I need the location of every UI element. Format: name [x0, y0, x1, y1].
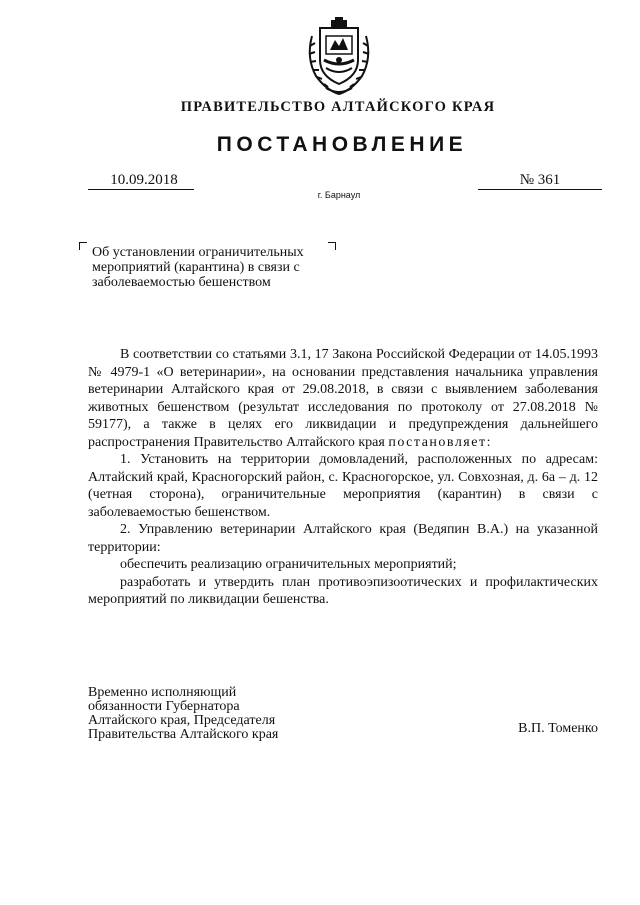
signatory-position — [88, 686, 278, 742]
signatory-line: обязанности Губернатора — [88, 699, 240, 714]
body-paragraph-subitem: обеспечить реализацию ограничительных мероприятий; — [120, 557, 457, 572]
document-date: 10.09.2018 — [88, 171, 194, 190]
subject-line: мероприятий (карантина) в связи с — [92, 260, 300, 275]
document-subject — [92, 245, 352, 290]
subject-line: Об установлении ограничительных — [92, 245, 304, 260]
signatory-name: В.П. Томенко — [518, 721, 598, 736]
body-paragraph-item-2: 2. Управлению ветеринарии Алтайского края (Ведяпин В.А.) на указанной территории: — [88, 522, 598, 555]
signatory-line: Правительства Алтайского края — [88, 727, 279, 742]
document-type-title: ПОСТАНОВЛЕНИЕ — [216, 133, 468, 156]
body-paragraph-preamble — [88, 346, 598, 451]
body-paragraph-subitem: разработать и утвердить план противоэпизоотических и профилактических мероприятий по ликвидации бешенства. — [88, 574, 598, 607]
resolves-keyword: постановляет: — [388, 434, 492, 450]
signatory-line: Алтайского края, Председателя — [88, 713, 276, 728]
subject-line: заболеваемостью бешенством — [92, 275, 271, 290]
body-paragraph-item-1: 1. Установить на территории домовладений, расположенных по адресам: Алтайский край, Красногорский район, с. Красногорское, ул. Совхозная, д. 6а – д. 12 (четная сторона), ограничительные мероприятия (карантин) в связи с заболеваемостью бешенством. — [88, 452, 598, 520]
subject-corner-left — [79, 242, 87, 250]
preamble-text: В соответствии со статьями 3.1, 17 Закона Российской Федерации от 14.05.1993 № 4979-1 «О ветеринарии», на основании представления начальника управления ветеринарии Алтайского края от 29.08.2018, в связи с выявлением заболевания животных бешенством (результат исследования по протоколу от 27.08.2018 № 59177), а также в целях его ликвидации и предупреждения дальнейшего распространения Правительство Алтайского края — [88, 347, 598, 450]
government-title: ПРАВИТЕЛЬСТВО АЛТАЙСКОГО КРАЯ — [180, 99, 496, 115]
document-body — [88, 346, 598, 609]
signatory-line: Временно исполняющий — [88, 685, 237, 700]
document-number: № 361 — [478, 171, 602, 190]
city-label: г. Барнаул — [317, 190, 361, 200]
coat-of-arms-emblem — [302, 16, 376, 98]
